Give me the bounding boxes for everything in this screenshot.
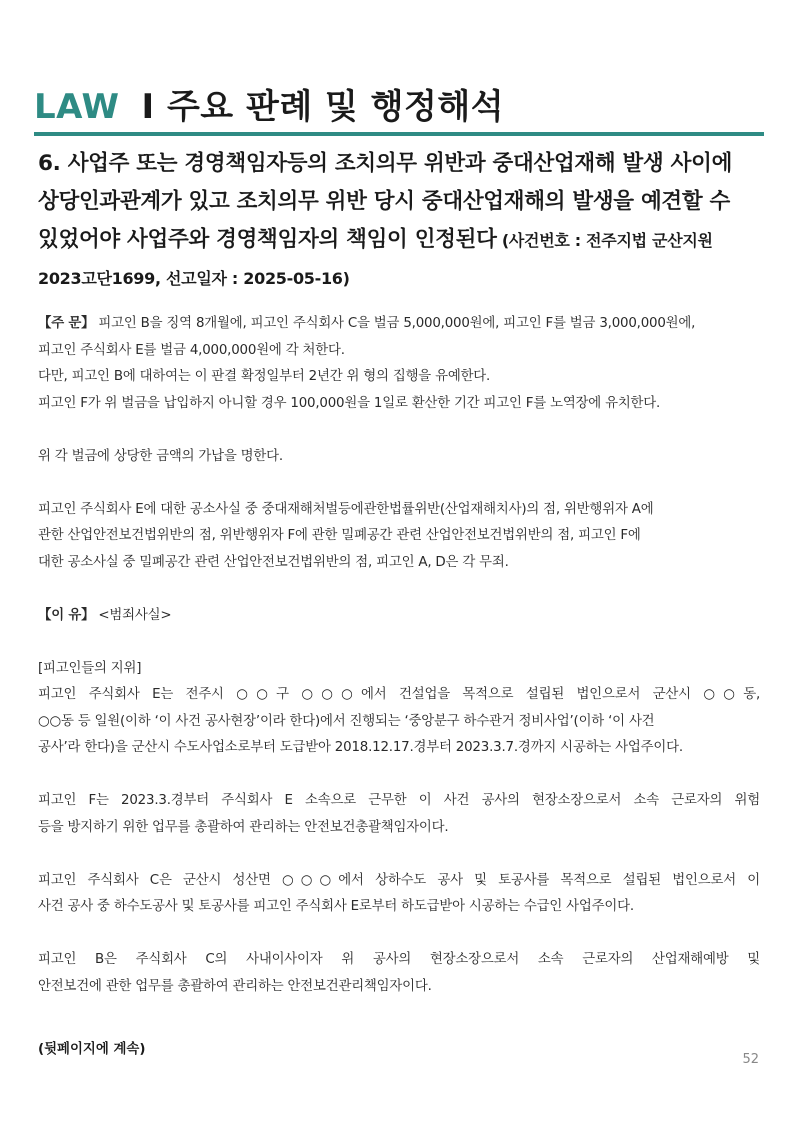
status-p1-line-2: ○○동 등 일원(이하 ‘이 사건 공사현장’이라 한다)에서 진행되는 ‘중앙분구 하수관거 정비사업’(이하 ‘이 사건 — [38, 713, 655, 729]
headline-line-1: 6. 사업주 또는 경영책임자등의 조치의무 위반과 중대산업재해 발생 사이에 — [38, 151, 733, 176]
ruling-text-1: 피고인 B을 징역 8개월에, 피고인 주식회사 C을 벌금 5,000,000원에, 피고인 F를 벌금 3,000,000원에, — [94, 316, 696, 331]
ruling-line-5: 위 각 벌금에 상당한 금액의 가납을 명한다. — [38, 448, 283, 464]
reason-label: 【이 유】 — [38, 607, 95, 623]
section-title — [34, 84, 764, 130]
ruling-line-1 — [38, 311, 760, 338]
case-headline — [38, 145, 758, 298]
case-reference-start: (사건번호 : 전주지법 군산지원 — [496, 231, 713, 250]
section-name: I 주요 판례 및 행정해석 — [141, 87, 505, 127]
status-p1-line-3: 공사’라 한다)을 군산시 수도사업소로부터 도급받아 2018.12.17.경부터 2023.3.7.경까지 시공하는 사업주이다. — [38, 740, 683, 755]
reason-heading — [38, 603, 760, 630]
status-p1-line-1: 피고인 주식회사 E는 전주시 ○○구 ○○○에서 건설업을 목적으로 설립된 법인으로서 군산시 ○○동, — [38, 687, 760, 702]
status-p4-line-1: 피고인 B은 주식회사 C의 사내이사이자 위 공사의 현장소장으로서 소속 근로자의 산업재해예방 및 — [38, 952, 760, 967]
ruling-line-6: 피고인 주식회사 E에 대한 공소사실 중 중대재해처벌등에관한법률위반(산업재해치사)의 점, 위반행위자 A에 — [38, 501, 654, 517]
ruling-line-4: 피고인 F가 위 벌금을 납입하지 아니할 경우 100,000원을 1일로 환산한 기간 피고인 F를 노역장에 유치한다. — [38, 395, 661, 411]
page-number: 52 — [742, 1052, 759, 1067]
headline-line-3 — [38, 221, 758, 260]
ruling-line-3: 다만, 피고인 B에 대하여는 이 판결 확정일부터 2년간 위 형의 집행을 유예한다. — [38, 369, 491, 384]
case-reference-end: 2023고단1699, 선고일자 : 2025-05-16) — [38, 269, 350, 288]
status-p4-line-2: 안전보건에 관한 업무를 총괄하여 관리하는 안전보건관리책임자이다. — [38, 978, 432, 994]
status-p2-line-1: 피고인 F는 2023.3.경부터 주식회사 E 소속으로 근무한 이 사건 공사의 현장소장으로서 소속 근로자의 위험 — [38, 793, 760, 808]
ruling-line-2: 피고인 주식회사 E를 벌금 4,000,000원에 각 처한다. — [38, 342, 345, 358]
ruling-line-8: 대한 공소사실 중 밀폐공간 관련 산업안전보건법위반의 점, 피고인 A, D은 각 무죄. — [38, 554, 509, 570]
header-divider — [34, 132, 764, 136]
status-p2-line-2: 등을 방지하기 위한 업무를 총괄하여 관리하는 안전보건총괄책임자이다. — [38, 819, 449, 835]
ruling-label: 【주 문】 — [38, 316, 95, 331]
reason-subheading: <범죄사실> — [94, 607, 172, 623]
status-p3-line-1: 피고인 주식회사 C은 군산시 성산면 ○○○에서 상하수도 공사 및 토공사를 목적으로 설립된 법인으로서 이 — [38, 872, 760, 888]
law-label: LAW — [34, 87, 120, 127]
headline-line-2: 상당인과관계가 있고 조치의무 위반 당시 중대산업재해의 발생을 예견할 수 — [38, 189, 731, 214]
continued-note: (뒷페이지에 계속) — [38, 1042, 146, 1057]
section-header — [34, 84, 764, 136]
headline-line-3-text: 있었어야 사업주와 경영책임자의 책임이 인정된다 — [38, 227, 497, 252]
status-heading: [피고인들의 지위] — [38, 660, 142, 676]
ruling-line-7: 관한 산업안전보건법위반의 점, 위반행위자 F에 관한 밀폐공간 관련 산업안전보건법위반의 점, 피고인 F에 — [38, 528, 641, 543]
status-p3-line-2: 사건 공사 중 하수도공사 및 토공사를 피고인 주식회사 E로부터 하도급받아 시공하는 수급인 사업주이다. — [38, 899, 634, 914]
document-body — [38, 311, 760, 1000]
